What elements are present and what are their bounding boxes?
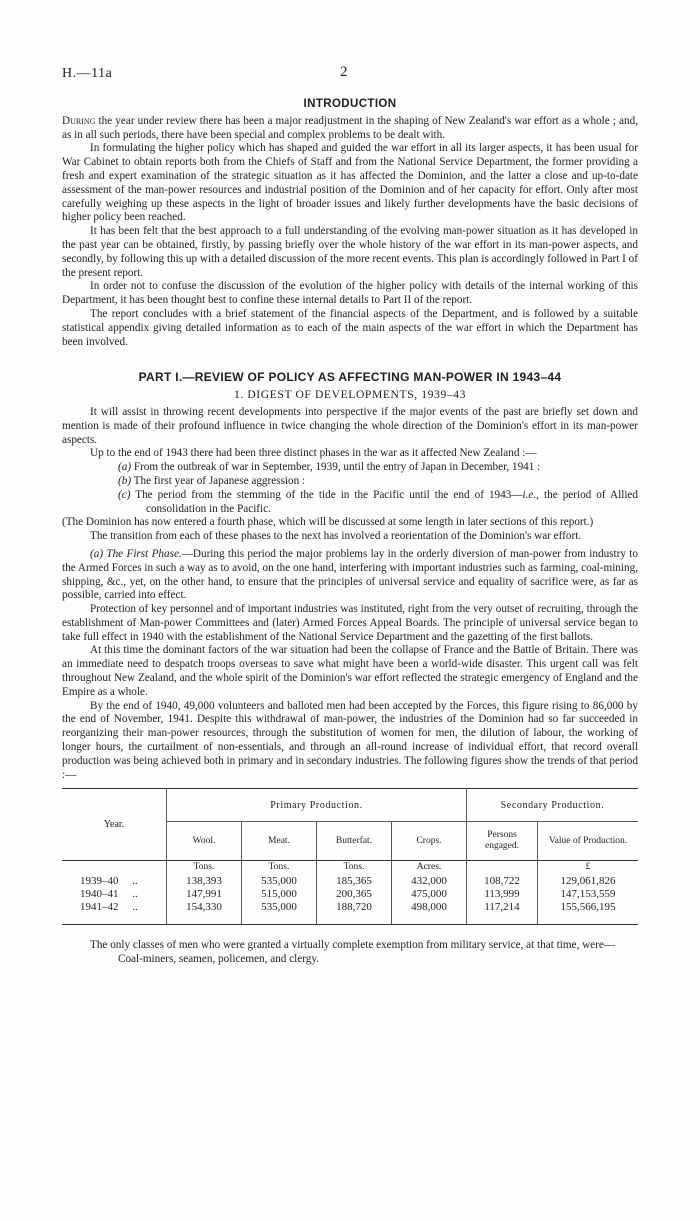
cell-value: 129,061,826 [538,875,639,888]
secondary-production-header: Secondary Production. [467,789,639,822]
phase-c-label: (c) [118,488,131,501]
cell-butterfat: 185,365 [317,875,392,888]
part1-paragraph-3: (The Dominion has now entered a fourth phase, which will be discussed at some length in later sections of this report.) [62,516,594,529]
intro-paragraph-1 [62,115,638,143]
row-year: 1940–41 .. [80,888,138,901]
page-body [62,98,638,967]
cell-wool: 138,393 [167,875,242,888]
phase-b-item [62,475,638,489]
col-crops-header: Crops. [392,822,467,861]
cell-value: 147,153,559 [538,888,639,901]
phase-c-item [62,489,638,517]
row-year: 1939–40 .. [80,875,138,888]
intro-paragraph-5: The report concludes with a brief statement of the financial aspects of the Department, and is followed by a suitable statistical appendix giving detailed information as to each of the main aspects of the war effort in which the Department has been involved. [62,307,638,348]
phase-a-item [62,461,638,475]
col-year-header: Year. [103,819,125,831]
cell-wool: 154,330 [167,901,242,925]
phase-c-text: The period from the stemming of the tide in the Pacific until the end of 1943— [130,488,523,501]
part1-paragraph-5: Protection of key personnel and of important industries was instituted, right from the very outset of recruiting, through the establishment of Man-power Committees and (later) Armed Forces Appeal Boards. The principle of universal service began to take full effect in 1940 with the establishment of the National Service Department and the gazetting of the first ballots. [62,603,638,643]
cell-wool: 147,991 [167,888,242,901]
part1-paragraph-7: By the end of 1940, 49,000 volunteers and balloted men had been accepted by the Forces, this figure rising to 86,000 by the end of November, 1941. Despite this withdrawal of man-power, the industries of the Dominion had so far succeeded in reorganizing their man-power resources, through the substitution of women for men, the dilution of labour, the working of longer hours, the curtailment of non-essentials, and through an all-round increase of individual effort, that record overall production was being achieved both in primary and in secondary industries. The following figures show the trends of that period :— [62,699,638,781]
cell-butterfat: 200,365 [317,888,392,901]
primary-production-header: Primary Production. [167,789,467,822]
table-row [62,888,638,901]
first-phase-paragraph [62,548,638,603]
unit-butterfat: Tons. [317,861,392,875]
phase-c-text-end: the period of Allied consolidation in the Pacific. [146,488,638,515]
unit-crops: Acres. [392,861,467,875]
unit-persons [467,861,538,875]
cell-meat: 515,000 [242,888,317,901]
phase-a-text: From the outbreak of war in September, 1939, until the entry of Japan in December, 1941 : [131,461,541,474]
cell-persons: 108,722 [467,875,538,888]
intro-paragraph-2: In formulating the higher policy which has shaped and guided the war effort in all its larger aspects, it has been usual for War Cabinet to obtain reports both from the Chiefs of Staff and from the National Service Department, the former providing a fresh and expert examination of the strategic situation as it has affected the Dominion, and the latter a close and up-to-date assessment of the man-power resources and industrial position of the Dominion and of her capacity for effort. Only after most carefully weighing up these aspects in the light of broader issues and likely further developments have the basic decisions of higher policy been reached. [62,142,638,224]
report-reference: H.—11a [62,66,113,81]
intro-lead-word: During [62,114,96,127]
exempt-classes: Coal-miners, seamen, policemen, and clergy. [118,953,319,966]
part1-paragraph-8: The only classes of men who were granted a virtually complete exemption from military service, at that time, were— [90,939,616,952]
col-butterfat-header: Butterfat. [317,822,392,861]
page-number: 2 [340,64,348,80]
phase-b-text: The first year of Japanese aggression : [131,474,306,487]
intro-paragraph-1-text: the year under review there has been a major readjustment in the shaping of New Zealand's war effort as a whole ; and, as in all such periods, there have been special and complex problems to be dealt with. [62,114,638,141]
phase-b-label: (b) [118,474,132,487]
part1-paragraph-4: The transition from each of these phases to the next has involved a reorientation of the Dominion's war effort. [90,530,582,543]
col-persons-header: Persons engaged. [467,822,538,861]
cell-butterfat: 188,720 [317,901,392,925]
first-phase-text: —During this period the major problems lay in the orderly diversion of man-power from industry to the Armed Forces in such a way as to avoid, on the one hand, interfering with important industries such as farming, coal-mining, shipping, &c., yet, on the other hand, to ensure that the principles of universal service and equality of sacrifice were, as far as possible, carried into effect. [62,547,638,602]
table-row [62,875,638,888]
cell-crops: 475,000 [392,888,467,901]
part1-paragraph-1: It will assist in throwing recent developments into perspective if the major events of the past are briefly set down and mention is made of their profound influence in twice changing the whole direction of the Dominion's effort in its man-power aspects. [62,405,638,446]
phase-a-label: (a) [118,461,132,474]
cell-meat: 535,000 [242,901,317,925]
section-one-heading: 1. DIGEST OF DEVELOPMENTS, 1939–43 [233,388,467,402]
table-row [62,901,638,925]
phase-c-ie: i.e., [522,488,539,501]
intro-paragraph-4: In order not to confuse the discussion of the evolution of the higher policy with details of the internal working of this Department, it has been thought best to confine these internal details to Part II of the report. [62,280,638,307]
col-value-header: Value of Production. [538,822,639,861]
introduction-heading: INTRODUCTION [303,98,397,110]
cell-meat: 535,000 [242,875,317,888]
part-one-heading: PART I.—REVIEW OF POLICY AS AFFECTING MAN-POWER IN 1943–44 [138,370,562,385]
unit-wool: Tons. [167,861,242,875]
cell-crops: 432,000 [392,875,467,888]
unit-meat: Tons. [242,861,317,875]
production-table [62,788,638,925]
part1-paragraph-6: At this time the dominant factors of the war situation had been the collapse of France and the Battle of Britain. There was an immediate need to despatch troops overseas to save what might have been a world-wide disaster. This urgent call was felt throughout New Zealand, and the whole spirit of the Dominion's war effort reflected the strategic emergency of England and the Empire as a whole. [62,644,638,698]
cell-persons: 117,214 [467,901,538,925]
row-year: 1941–42 .. [80,901,138,914]
cell-persons: 113,999 [467,888,538,901]
cell-crops: 498,000 [392,901,467,925]
col-meat-header: Meat. [242,822,317,861]
first-phase-label: (a) The First Phase. [90,547,182,560]
intro-paragraph-3: It has been felt that the best approach to a full understanding of the evolving man-power situation as it has developed in the past year can be obtained, firstly, by passing briefly over the whole history of the war effort in its man-power aspects, and secondly, by following this up with a detailed discussion of the more recent events. This plan is accordingly followed in Part I of the present report. [62,225,638,279]
col-wool-header: Wool. [167,822,242,861]
cell-value: 155,566,195 [538,901,639,925]
unit-value: £ [538,861,639,875]
part1-paragraph-2: Up to the end of 1943 there had been three distinct phases in the war as it affected New Zealand :— [90,447,537,460]
